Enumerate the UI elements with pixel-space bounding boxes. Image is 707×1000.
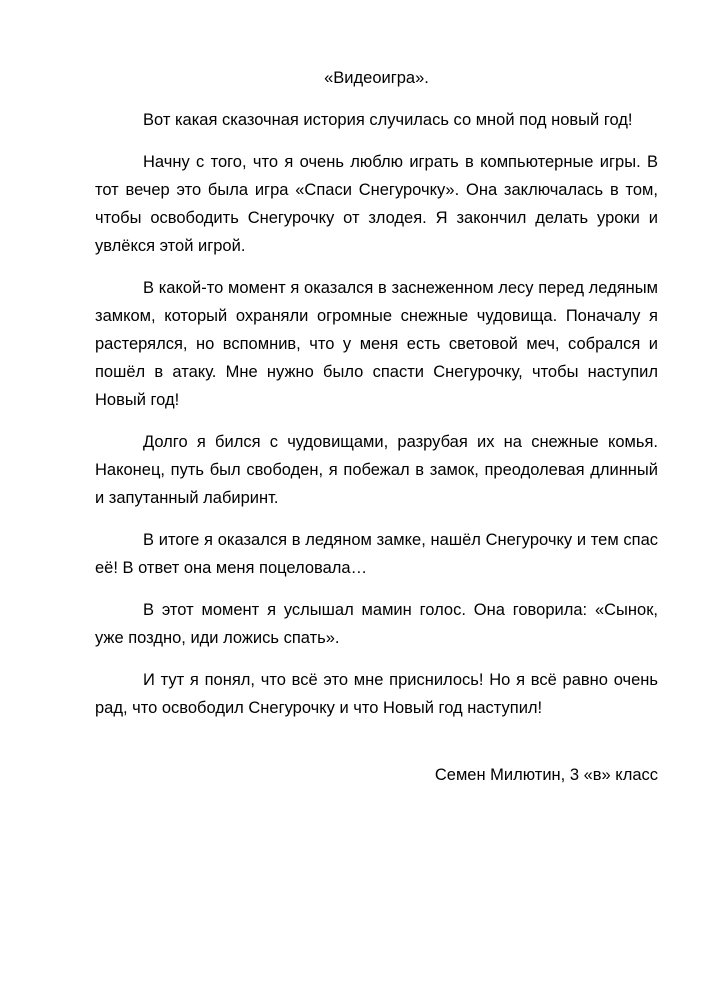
paragraph-1: Вот какая сказочная история случилась со мной под новый год! [143,111,633,129]
paragraph-5: В итоге я оказался в ледяном замке, нашёл Снегурочку и тем спас её! В ответ она меня поцеловала… [95,531,658,577]
paragraph-2: Начну с того, что я очень люблю играть в компьютерные игры. В тот вечер это была игра «Спаси Снегурочку». Она заключалась в том, чтобы освободить Снегурочку от злодея. Я закончил делать уроки и увлёкся этой игрой. [95,153,658,255]
paragraph-3: В какой-то момент я оказался в заснеженном лесу перед ледяным замком, который охраняли огромные снежные чудовища. Поначалу я растерялся, но вспомнив, что у меня есть световой меч, собрался и пошёл в атаку. Мне нужно было спасти Снегурочку, чтобы наступил Новый год! [95,279,658,409]
paragraph-6: В этот момент я услышал мамин голос. Она говорила: «Сынок, уже поздно, иди ложись спать». [95,601,658,647]
document-title: «Видеоигра». [324,69,429,87]
document-page [95,64,658,784]
paragraph-7: И тут я понял, что всё это мне приснилось! Но я всё равно очень рад, что освободил Снегурочку и что Новый год наступил! [95,671,658,717]
paragraph-4: Долго я бился с чудовищами, разрубая их на снежные комья. Наконец, путь был свободен, я побежал в замок, преодолевая длинный и запутанный лабиринт. [95,433,658,507]
author-signature: Семен Милютин, 3 «в» класс [434,766,658,784]
